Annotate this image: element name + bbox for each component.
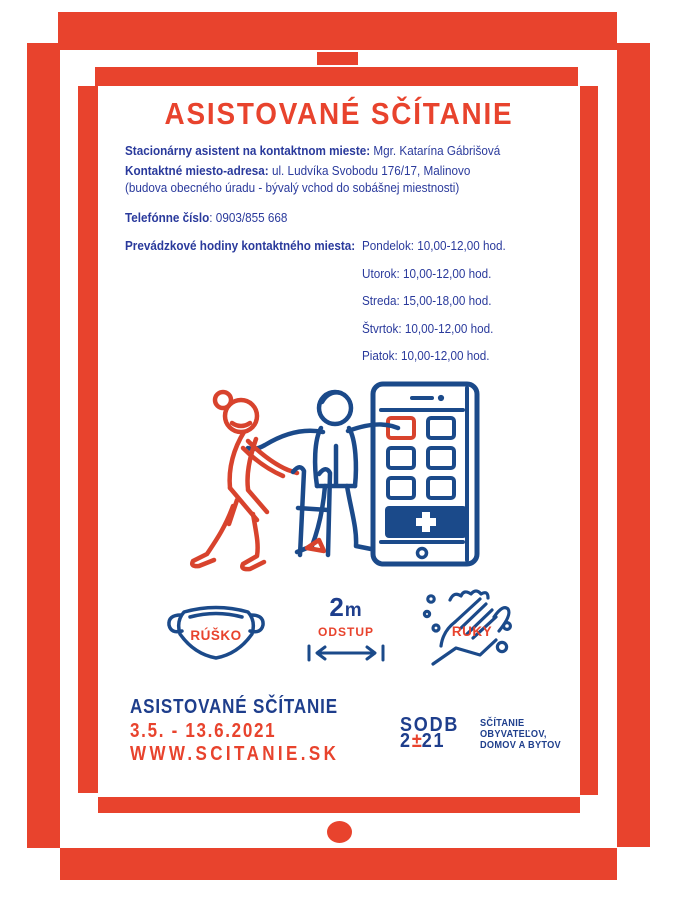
- address-note: (budova obecného úradu - bývalý vchod do sobášnej miestnosti): [125, 180, 460, 195]
- assisted-census-illustration: [185, 378, 481, 578]
- poster-title: ASISTOVANÉ SČÍTANIE: [164, 96, 514, 131]
- hands-label: RUKY: [451, 624, 493, 639]
- mask-label: RÚŠKO: [190, 628, 242, 643]
- poster-left-border: [78, 86, 98, 793]
- tablet-left-bar: [27, 43, 60, 848]
- assistant-value: Mgr. Katarína Gábrišová: [373, 143, 501, 158]
- poster-bottom-border: [98, 797, 580, 813]
- sodb-tagline-line3: DOMOV A BYTOV: [480, 739, 561, 751]
- poster-body: [98, 86, 580, 797]
- hands-washing-icon: [420, 586, 516, 674]
- tablet-camera-icon: [317, 52, 358, 65]
- tablet-right-bar: [617, 43, 650, 847]
- tablet-top-bar: [58, 12, 617, 50]
- footer-campaign-title: ASISTOVANÉ SČÍTANIE: [130, 696, 338, 718]
- address-line: [125, 162, 470, 179]
- footer-website-url: WWW.SCITANIE.SK: [130, 743, 340, 765]
- poster-right-border: [580, 86, 598, 795]
- hours-day: Piatok: 10,00-12,00 hod.: [362, 348, 490, 363]
- assistant-line: [125, 142, 500, 159]
- assistant-label: Stacionárny asistent na kontaktnom mieste:: [125, 143, 371, 158]
- hours-days: [362, 237, 506, 375]
- distance-label: ODSTUP: [317, 625, 374, 639]
- footer-dates: 3.5. - 13.6.2021: [130, 720, 277, 742]
- distance-block: [298, 594, 394, 663]
- tablet-bottom-bar: [60, 848, 617, 880]
- sodb-logo-line1: SODB: [400, 714, 460, 736]
- sodb-tagline-line2: OBYVATEĽOV,: [480, 728, 547, 740]
- hours-day: Pondelok: 10,00-12,00 hod.: [362, 238, 506, 253]
- hours-label: Prevádzkové hodiny kontaktného miesta:: [125, 238, 356, 253]
- distance-arrow-icon: [306, 643, 386, 663]
- distance-value: 2m: [329, 592, 363, 622]
- hours-day: Streda: 15,00-18,00 hod.: [362, 293, 492, 308]
- sodb-tagline-line1: SČÍTANIE: [480, 718, 525, 729]
- hours-day: Štvrtok: 10,00-12,00 hod.: [362, 320, 494, 336]
- sodb-logo: [400, 714, 460, 752]
- hours-day: Utorok: 10,00-12,00 hod.: [362, 265, 492, 281]
- plus-minus-glyph: ±: [411, 730, 422, 752]
- poster-top-border: [95, 67, 578, 86]
- address-value: ul. Ludvíka Svobodu 176/17, Malinovo: [271, 163, 471, 178]
- address-label: Kontaktné miesto-adresa:: [125, 163, 269, 178]
- phone-value: : 0903/855 668: [209, 210, 288, 225]
- tablet-home-button: [327, 821, 352, 843]
- mask-icon: [166, 596, 266, 670]
- phone-line: [125, 209, 287, 226]
- phone-label: Telefónne číslo: [125, 210, 210, 225]
- sodb-tagline: [480, 719, 561, 751]
- sodb-logo-line2: 2±21: [400, 730, 446, 752]
